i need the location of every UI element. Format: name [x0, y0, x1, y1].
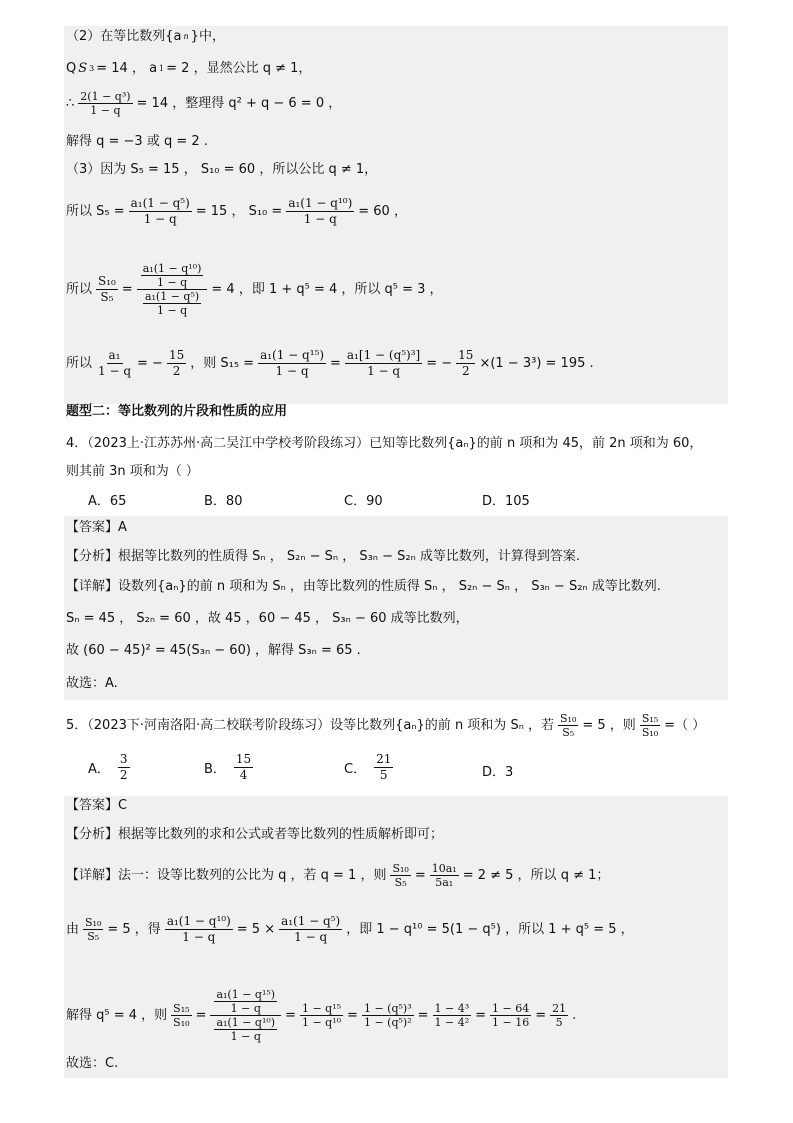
q5-answer [66, 797, 726, 815]
fraction [345, 348, 422, 379]
text: = 2 ≠ 5 ，所以 q ≠ 1； [462, 867, 610, 883]
fraction [300, 1002, 343, 1029]
q4-choice-d[interactable] [482, 490, 530, 509]
fraction [640, 712, 660, 739]
line-part3-final [66, 348, 726, 379]
q5-detail [66, 862, 726, 889]
numerator: 1 − q¹⁵ [301, 1002, 342, 1015]
text: S [78, 61, 88, 76]
fraction [165, 914, 233, 945]
fraction [171, 1002, 191, 1029]
fraction [374, 752, 393, 783]
numerator: a₁(1 − q¹⁵) [216, 988, 276, 1001]
line-part3-sums [66, 196, 726, 227]
numerator: a₁(1 − q⁵) [281, 914, 341, 928]
denominator: 1 − q [143, 212, 177, 226]
denominator: 4 [239, 768, 248, 782]
denominator: 1 − q [367, 364, 401, 378]
text: 故选：A. [66, 676, 118, 691]
q4-detail [66, 578, 726, 596]
q5-choice-d[interactable] [482, 761, 513, 780]
text: = − [426, 355, 453, 371]
numerator: 21 [376, 752, 392, 766]
fraction [390, 862, 410, 889]
fraction [96, 348, 133, 379]
line-part3-given [66, 161, 726, 179]
line-part3-ratio [66, 262, 726, 317]
denominator: S₅ [87, 930, 100, 943]
text: 【详解】设数列{aₙ}的前 n 项和为 Sₙ ，由等比数列的性质得 Sₙ ， S₂ₙ − Sₙ ， S₃ₙ − S₂ₙ 成等比数列. [66, 579, 661, 594]
denominator: 2 [119, 768, 128, 782]
choice-label: A． [88, 762, 110, 777]
text: 【详解】法一：设等比数列的公比为 q ，若 q = 1 ，则 [66, 867, 387, 883]
text: ×(1 − 3³) = 195 . [479, 355, 594, 371]
denominator: S₁₀ [173, 1016, 190, 1029]
q4-stem-1 [66, 435, 726, 453]
text: = [195, 1007, 207, 1023]
denominator: 1 − q [156, 276, 188, 289]
fraction [83, 916, 103, 943]
numerator: a₁(1 − q⁵) [130, 196, 190, 210]
q5-choice-c[interactable] [344, 752, 395, 783]
q5-choice-a[interactable] [88, 752, 132, 783]
text: = 60 ， [358, 203, 407, 219]
text: ∴ [66, 95, 75, 111]
denominator: 1 − 16 [492, 1016, 530, 1029]
line-part2-equation [66, 90, 726, 117]
fraction [129, 196, 192, 227]
numerator: S₁₀ [85, 916, 102, 929]
denominator: S₅ [100, 290, 114, 304]
fraction [234, 752, 253, 783]
text: = 15 ， S₁₀ = [195, 203, 283, 219]
text: 所以 [66, 281, 93, 297]
q4-stem-2 [66, 463, 726, 481]
numerator: S₁₀ [98, 274, 116, 288]
text: = [414, 867, 426, 883]
denominator: 1 − q [230, 1002, 261, 1015]
text: 所以 [66, 355, 93, 371]
numerator: a₁(1 − q¹⁰) [288, 196, 353, 210]
denominator: 1 − q [294, 930, 328, 944]
numerator: a₁ [108, 348, 121, 362]
text: 【答案】A [66, 520, 127, 535]
text: = 5 × [236, 921, 276, 937]
fraction [118, 752, 130, 783]
numerator: 15 [235, 752, 252, 766]
fraction [279, 914, 342, 945]
fraction [141, 262, 204, 289]
numerator: 1 − 4³ [434, 1002, 470, 1015]
fraction [258, 348, 326, 379]
fraction [362, 1002, 414, 1029]
fraction [286, 196, 354, 227]
solution-block-2 [64, 516, 728, 700]
q4-answer [66, 519, 726, 537]
text: = − [137, 355, 163, 371]
text: =（ ） [664, 717, 706, 733]
q5-detail-2 [66, 914, 726, 945]
numerator [137, 262, 208, 290]
q5-pick [66, 1055, 726, 1073]
fraction [143, 290, 201, 317]
text: = [535, 1007, 547, 1023]
denominator: 1 − q [275, 364, 309, 378]
numerator: S₁₅ [641, 712, 659, 725]
text: = 4 ，即 1 + q⁵ = 4 ，所以 q⁵ = 3 ， [211, 281, 443, 297]
denominator: 5a₁ [435, 876, 454, 889]
compound-fraction [210, 988, 281, 1043]
denominator: S₅ [562, 726, 575, 739]
denominator: 1 − q¹⁰ [301, 1016, 342, 1029]
choice-label: D．3 [482, 765, 514, 780]
q5-analysis [66, 826, 726, 844]
denominator: S₅ [394, 876, 407, 889]
q4-choice-c[interactable] [344, 490, 383, 509]
denominator: 5 [555, 1016, 563, 1029]
denominator: 1 − q [90, 104, 121, 117]
denominator: 2 [172, 364, 181, 378]
fraction [433, 1002, 472, 1029]
choice-label: A．65 [88, 494, 127, 509]
text: 故选：C. [66, 1056, 119, 1071]
text: = 2 ，显然公比 q ≠ 1， [166, 61, 312, 76]
choice-label: C． [344, 762, 367, 777]
text: 由 [66, 921, 80, 937]
fraction [167, 348, 186, 379]
text: = [330, 355, 341, 371]
denominator: 1 − 4² [434, 1016, 470, 1029]
text: （2）在等比数列{a [66, 29, 182, 44]
text: = [417, 1007, 429, 1023]
text: 5．（2023下·河南洛阳·高二校联考阶段练习）设等比数列{aₙ}的前 n 项和为 Sₙ ，若 [66, 717, 555, 733]
text: = [475, 1007, 487, 1023]
text: 【分析】根据等比数列的求和公式或者等比数列的性质解析即可； [66, 827, 444, 842]
numerator: S₁₀ [392, 862, 409, 875]
fraction [558, 712, 578, 739]
numerator: a₁(1 − q¹⁰) [142, 262, 202, 275]
q4-detail-3 [66, 642, 726, 660]
numerator: 1 − 64 [492, 1002, 530, 1015]
section-title [66, 403, 726, 421]
fraction [214, 988, 277, 1015]
text: 解得 q = −3 或 q = 2 . [66, 134, 208, 149]
numerator: 10a₁ [431, 862, 457, 875]
numerator: 3 [119, 752, 128, 766]
text: 所以 S₅ = [66, 203, 125, 219]
text: = 14 ，整理得 q² + q − 6 = 0 ， [136, 95, 342, 111]
fraction [78, 90, 132, 117]
numerator: 1 − (q⁵)³ [363, 1002, 412, 1015]
fraction [214, 1016, 277, 1043]
q5-detail-3 [66, 988, 726, 1043]
denominator: 1 − q [230, 1030, 261, 1043]
choice-label: C．90 [344, 494, 383, 509]
q4-pick [66, 675, 726, 693]
text: ，即 1 − q¹⁰ = 5(1 − q⁵) ，所以 1 + q⁵ = 5 ， [346, 921, 634, 937]
denominator: 1 − (q⁵)² [363, 1016, 412, 1029]
numerator: a₁(1 − q⁵) [144, 290, 200, 303]
line-part2-given: Q S 3 = 14 ， a 1 = 2 ，显然公比 q ≠ 1， [66, 61, 312, 76]
q5-choice-b[interactable] [204, 752, 255, 783]
line-part2-title: （2）在等比数列{a n }中， [66, 29, 225, 44]
text: 故 (60 − 45)² = 45(S₃ₙ − 60) ，解得 S₃ₙ = 65 . [66, 643, 361, 658]
text: 解得 q⁵ = 4 ，则 [66, 1007, 168, 1023]
text: 【分析】根据等比数列的性质得 Sₙ ， S₂ₙ − Sₙ ， S₃ₙ − S₂ₙ 成等比数列，计算得到答案. [66, 549, 581, 564]
text: = [285, 1007, 296, 1023]
numerator: 21 [552, 1002, 567, 1015]
denominator: S₁₀ [641, 726, 659, 739]
text: 4．（2023上·江苏苏州·高二吴江中学校考阶段练习）已知等比数列{aₙ}的前 n 项和为 45，前 2n 项和为 60， [66, 436, 703, 451]
fraction [456, 348, 475, 379]
line-part2-result [66, 133, 726, 151]
fraction [96, 274, 118, 305]
text: 题型二：等比数列的片段和性质的应用 [66, 404, 288, 419]
choice-label: D．105 [482, 494, 530, 509]
numerator: a₁(1 − q¹⁰) [166, 914, 231, 928]
numerator: 15 [168, 348, 185, 362]
denominator [210, 1016, 281, 1043]
text: Q [66, 61, 77, 76]
fraction [430, 862, 459, 889]
q4-choice-a[interactable] [88, 490, 126, 509]
text: . [572, 1007, 577, 1023]
numerator: a₁(1 − q¹⁰) [216, 1016, 276, 1029]
denominator: 2 [461, 364, 470, 378]
compound-fraction [137, 262, 208, 317]
numerator: a₁[1 − (q⁵)³] [346, 348, 421, 362]
choice-label: B．80 [204, 494, 243, 509]
text: ，则 S₁₅ = [190, 355, 255, 371]
text: 则其前 3n 项和为（ ） [66, 464, 199, 479]
numerator: a₁(1 − q¹⁵) [260, 348, 325, 362]
denominator: 5 [379, 768, 388, 782]
text: = [347, 1007, 358, 1023]
numerator [210, 988, 281, 1016]
denominator: 1 − q [182, 930, 216, 944]
text: Sₙ = 45 ， S₂ₙ = 60 ，故 45 ，60 − 45 ， S₃ₙ − 60 成等比数列， [66, 611, 469, 626]
q5-stem [66, 712, 726, 739]
denominator [139, 290, 205, 317]
text: = 14 ， a [96, 61, 158, 76]
text: 【答案】C [66, 798, 128, 813]
numerator: S₁₀ [560, 712, 577, 725]
numerator: 15 [458, 348, 474, 362]
denominator: 1 − q [156, 304, 188, 317]
q4-choice-b[interactable] [204, 490, 242, 509]
choice-label: B． [204, 762, 226, 777]
numerator: S₁₅ [173, 1002, 190, 1015]
fraction [490, 1002, 531, 1029]
fraction [550, 1002, 568, 1029]
text: }中， [190, 29, 225, 44]
text: = 5 ，则 [582, 717, 636, 733]
text: = [121, 281, 133, 297]
q4-detail-2 [66, 610, 726, 628]
text: = 5 ，得 [107, 921, 161, 937]
numerator: 2(1 − q³) [80, 90, 131, 103]
denominator: 1 − q [303, 212, 337, 226]
denominator: 1 − q [98, 364, 132, 378]
text: （3）因为 S₅ = 15 ， S₁₀ = 60 ，所以公比 q ≠ 1， [66, 162, 378, 177]
q4-analysis [66, 548, 726, 566]
